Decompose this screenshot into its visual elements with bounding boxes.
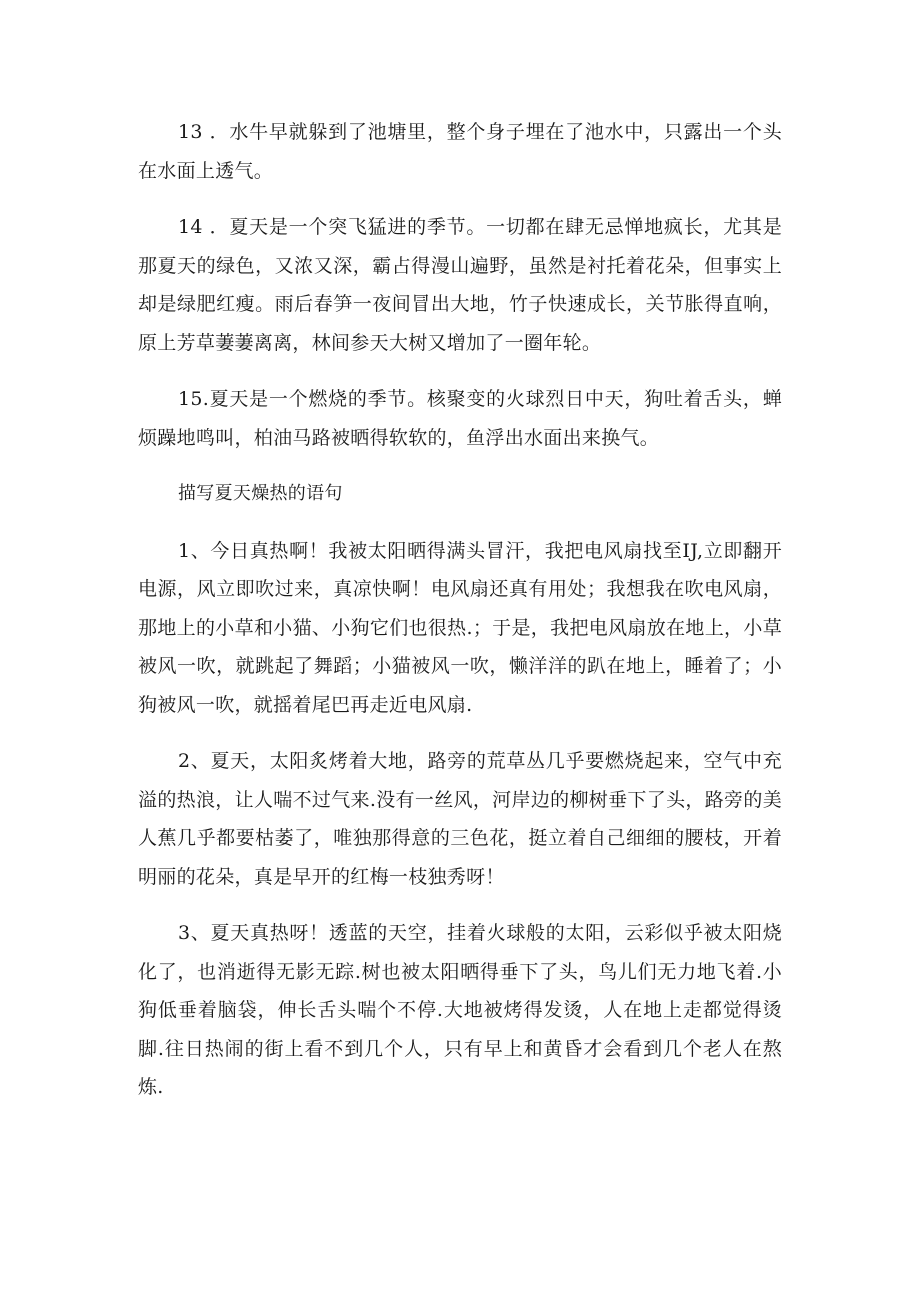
paragraph-13: 13 ．水牛早就躲到了池塘里，整个身子埋在了池水中，只露出一个头在水面上透气。 bbox=[138, 121, 782, 182]
section-heading: 描写夏天燥热的语句 bbox=[178, 483, 343, 504]
sentence-2: 2、夏天，太阳炙烤着大地，路旁的荒草丛几乎要燃烧起来，空气中充溢的热浪，让人喘不过气来.没有一丝风，河岸边的柳树垂下了头，路旁的美人蕉几乎都要枯萎了，唯独那得意的三色花，挺立着自己细细的腰枝，开着明丽的花朵，真是早开的红梅一枝独秀呀！ bbox=[138, 750, 782, 888]
sentence-1: 1、今日真热啊！我被太阳晒得满头冒汗，我把电风扇找至IJ,立即翻开电源，风立即吹过来，真凉快啊！电风扇还真有用处；我想我在吹电风扇，那地上的小草和小猫、小狗它们也很热.；于是，我把电风扇放在地上，小草被风一吹，就跳起了舞蹈；小猫被风一吹，懒洋洋的趴在地上，睡着了；小狗被风一吹，就摇着尾巴再走近电风扇. bbox=[138, 539, 782, 716]
sentence-3: 3、夏天真热呀！透蓝的天空，挂着火球般的太阳，云彩似乎被太阳烧化了，也消逝得无影无踪.树也被太阳晒得垂下了头，鸟儿们无力地飞着.小狗低垂着脑袋，伸长舌头喘个不停.大地被烤得发烫，人在地上走都觉得烫脚.往日热闹的街上看不到几个人，只有早上和黄昏才会看到几个老人在熬炼. bbox=[138, 922, 782, 1098]
paragraph-14: 14 ．夏天是一个突飞猛进的季节。一切都在肆无忌惮地疯长，尤其是那夏天的绿色，又浓又深，霸占得漫山遍野，虽然是衬托着花朵，但事实上却是绿肥红瘦。雨后春笋一夜间冒出大地，竹子快速成长，关节胀得直响，原上芳草萋萋离离，林间参天大树又增加了一圈年轮。 bbox=[138, 216, 782, 354]
paragraph-15: 15.夏天是一个燃烧的季节。核聚变的火球烈日中天，狗吐着舌头，蝉烦躁地鸣叫，柏油马路被晒得软软的，鱼浮出水面出来换气。 bbox=[138, 388, 782, 449]
